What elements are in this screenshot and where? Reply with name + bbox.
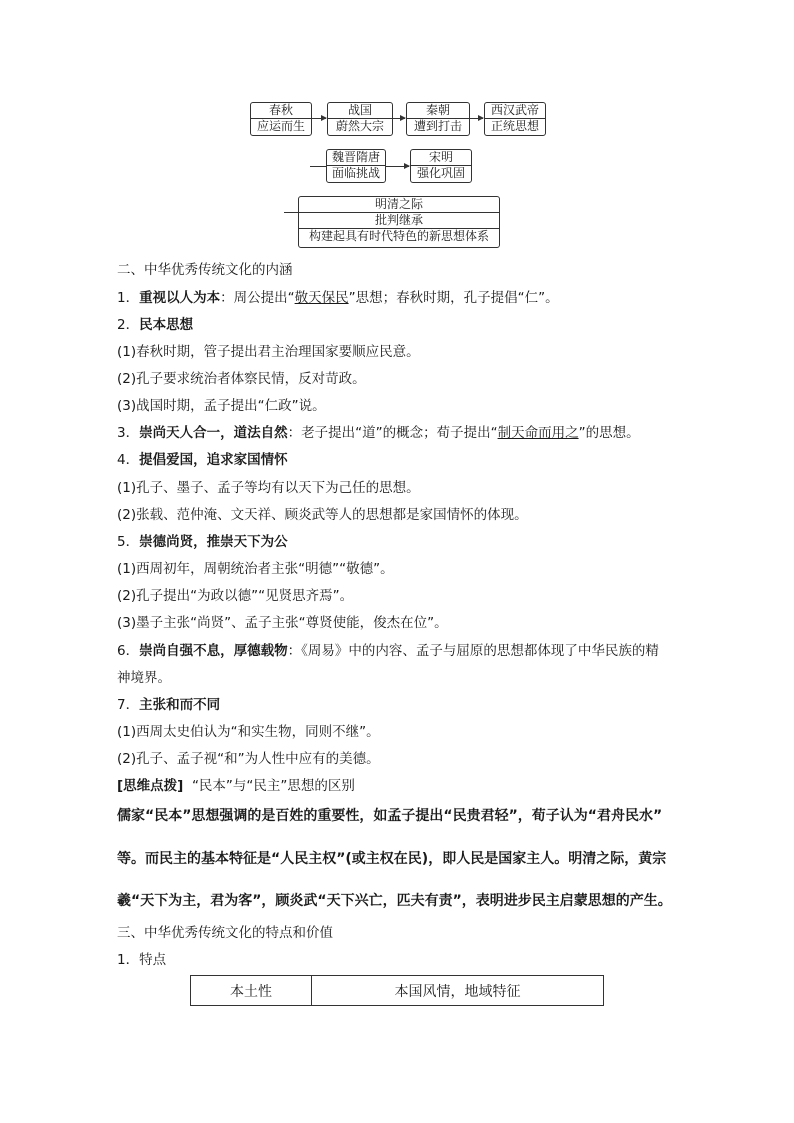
flow-period: 战国: [328, 103, 392, 119]
sub-point: (1)西周初年，周朝统治者主张“明德”“敬德”。: [117, 561, 394, 577]
subsection-heading: 1．特点: [117, 952, 167, 968]
point-5: [117, 530, 288, 550]
point-title: 崇尚天人合一，道法自然: [139, 425, 288, 441]
point-title: 主张和而不同: [139, 697, 221, 713]
point-number: 7．: [117, 697, 140, 713]
point-title: 崇尚自强不息，厚德载物: [139, 643, 288, 659]
point-text: ”的思想。: [578, 425, 640, 441]
sub-point: (1)春秋时期，管子提出君主治理国家要顺应民意。: [117, 344, 420, 360]
arrow-icon: [469, 118, 483, 119]
section-heading: 二、中华优秀传统文化的内涵: [117, 262, 293, 278]
sub-point: (1)西周太史伯认为“和实生物，同则不继”。: [117, 724, 380, 740]
sub-point: (3)战国时期，孟子提出“仁政”说。: [117, 398, 326, 414]
flow-state: 蔚然大宗: [335, 119, 384, 133]
keyword-underlined: 敬天保民: [294, 290, 349, 306]
point-title: 重视以人为本: [139, 290, 221, 306]
keyword-underlined: 制天命而用之: [497, 425, 579, 441]
flow-state: 遭到打击: [413, 119, 462, 133]
table-cell-value: 本国风情，地域特征: [312, 976, 604, 1006]
point-2: [117, 313, 193, 333]
point-number: 1．: [117, 290, 140, 306]
point-title: 崇德尚贤，推崇天下为公: [139, 534, 288, 550]
sub-point: (3)墨子主张“尚贤”、孟子主张“尊贤使能，俊杰在位”。: [117, 615, 448, 631]
point-number: 4．: [117, 452, 140, 468]
tip-paragraph-line: 儒家“民本”思想强调的是百姓的重要性，如孟子提出“民贵君轻”，荀子认为“君舟民水”: [117, 808, 663, 824]
point-6: [117, 639, 659, 659]
table-row: [191, 976, 604, 1006]
point-text: ：《周易》中的内容、孟子与屈原的思想都体现了中华民族的精: [287, 643, 659, 659]
point-text: ”思想；春秋时期，孔子提倡“仁”。: [348, 290, 559, 306]
sub-point: (2)张载、范仲淹、文天祥、顾炎武等人的思想都是家国情怀的体现。: [117, 507, 528, 523]
point-number: 2．: [117, 317, 140, 333]
section-heading: 三、中华优秀传统文化的特点和价值: [117, 925, 333, 941]
flow-box-weijin: [326, 149, 386, 183]
flow-period: 魏晋隋唐: [327, 150, 385, 166]
point-7: [117, 693, 220, 713]
flow-period: 春秋: [251, 103, 311, 119]
point-title: 提倡爱国，追求家国情怀: [139, 452, 288, 468]
flow-box-chunqiu: [250, 102, 312, 136]
flow-box-xihan: [484, 102, 546, 136]
flow-state: 批判继承: [299, 213, 499, 229]
flow-period: 西汉武帝: [485, 103, 545, 119]
tip-paragraph-line: 等。而民主的基本特征是“人民主权”(或主权在民)，即人民是国家主人。明清之际，黄宗: [117, 851, 667, 867]
flow-period: 明清之际: [299, 197, 499, 213]
point-text-continued: 神境界。: [117, 670, 171, 686]
point-number: 5．: [117, 534, 140, 550]
point-number: 6．: [117, 643, 140, 659]
flow-period: 秦朝: [407, 103, 469, 119]
connector-line: [284, 212, 298, 213]
arrow-icon: [385, 166, 409, 167]
point-title: 民本思想: [139, 317, 194, 333]
sub-point: (2)孔子、孟子视“和”为人性中应有的美德。: [117, 751, 380, 767]
tip-heading: [117, 774, 355, 794]
point-text: ：周公提出“: [220, 290, 295, 306]
tip-paragraph-line: 羲“天下为主，君为客”，顾炎武“天下兴亡，匹夫有责”，表明进步民主启蒙思想的产生。: [117, 893, 672, 909]
sub-point: (2)孔子要求统治者体察民情，反对苛政。: [117, 371, 366, 387]
sub-point: (2)孔子提出“为政以德”“见贤思齐焉”。: [117, 588, 354, 604]
feature-table: [190, 975, 604, 1006]
flow-state: 正统思想: [490, 119, 539, 133]
sub-point: (1)孔子、墨子、孟子等均有以天下为己任的思想。: [117, 480, 420, 496]
table-cell-key: 本土性: [191, 976, 312, 1006]
flow-state: 强化巩固: [416, 166, 465, 180]
flow-achievement: 构建起具有时代特色的新思想体系: [308, 229, 489, 243]
flow-state: 面临挑战: [331, 166, 380, 180]
arrow-icon: [311, 118, 326, 119]
flow-state: 应运而生: [256, 119, 305, 133]
tip-label: [思维点拨]: [117, 778, 184, 794]
point-text: ：老子提出“道”的概念；荀子提出“: [287, 425, 498, 441]
point-1: [117, 286, 559, 306]
flow-box-mingqing: [298, 196, 500, 248]
flow-box-qin: [406, 102, 470, 136]
point-3: [117, 421, 640, 441]
flow-box-songming: [410, 149, 472, 183]
flow-period: 宋明: [411, 150, 471, 166]
point-4: [117, 448, 288, 468]
tip-title: “民本”与“民主”思想的区别: [191, 778, 355, 794]
flow-box-zhanguo: [327, 102, 393, 136]
arrow-icon: [392, 118, 405, 119]
connector-line: [310, 166, 326, 167]
point-number: 3．: [117, 425, 140, 441]
